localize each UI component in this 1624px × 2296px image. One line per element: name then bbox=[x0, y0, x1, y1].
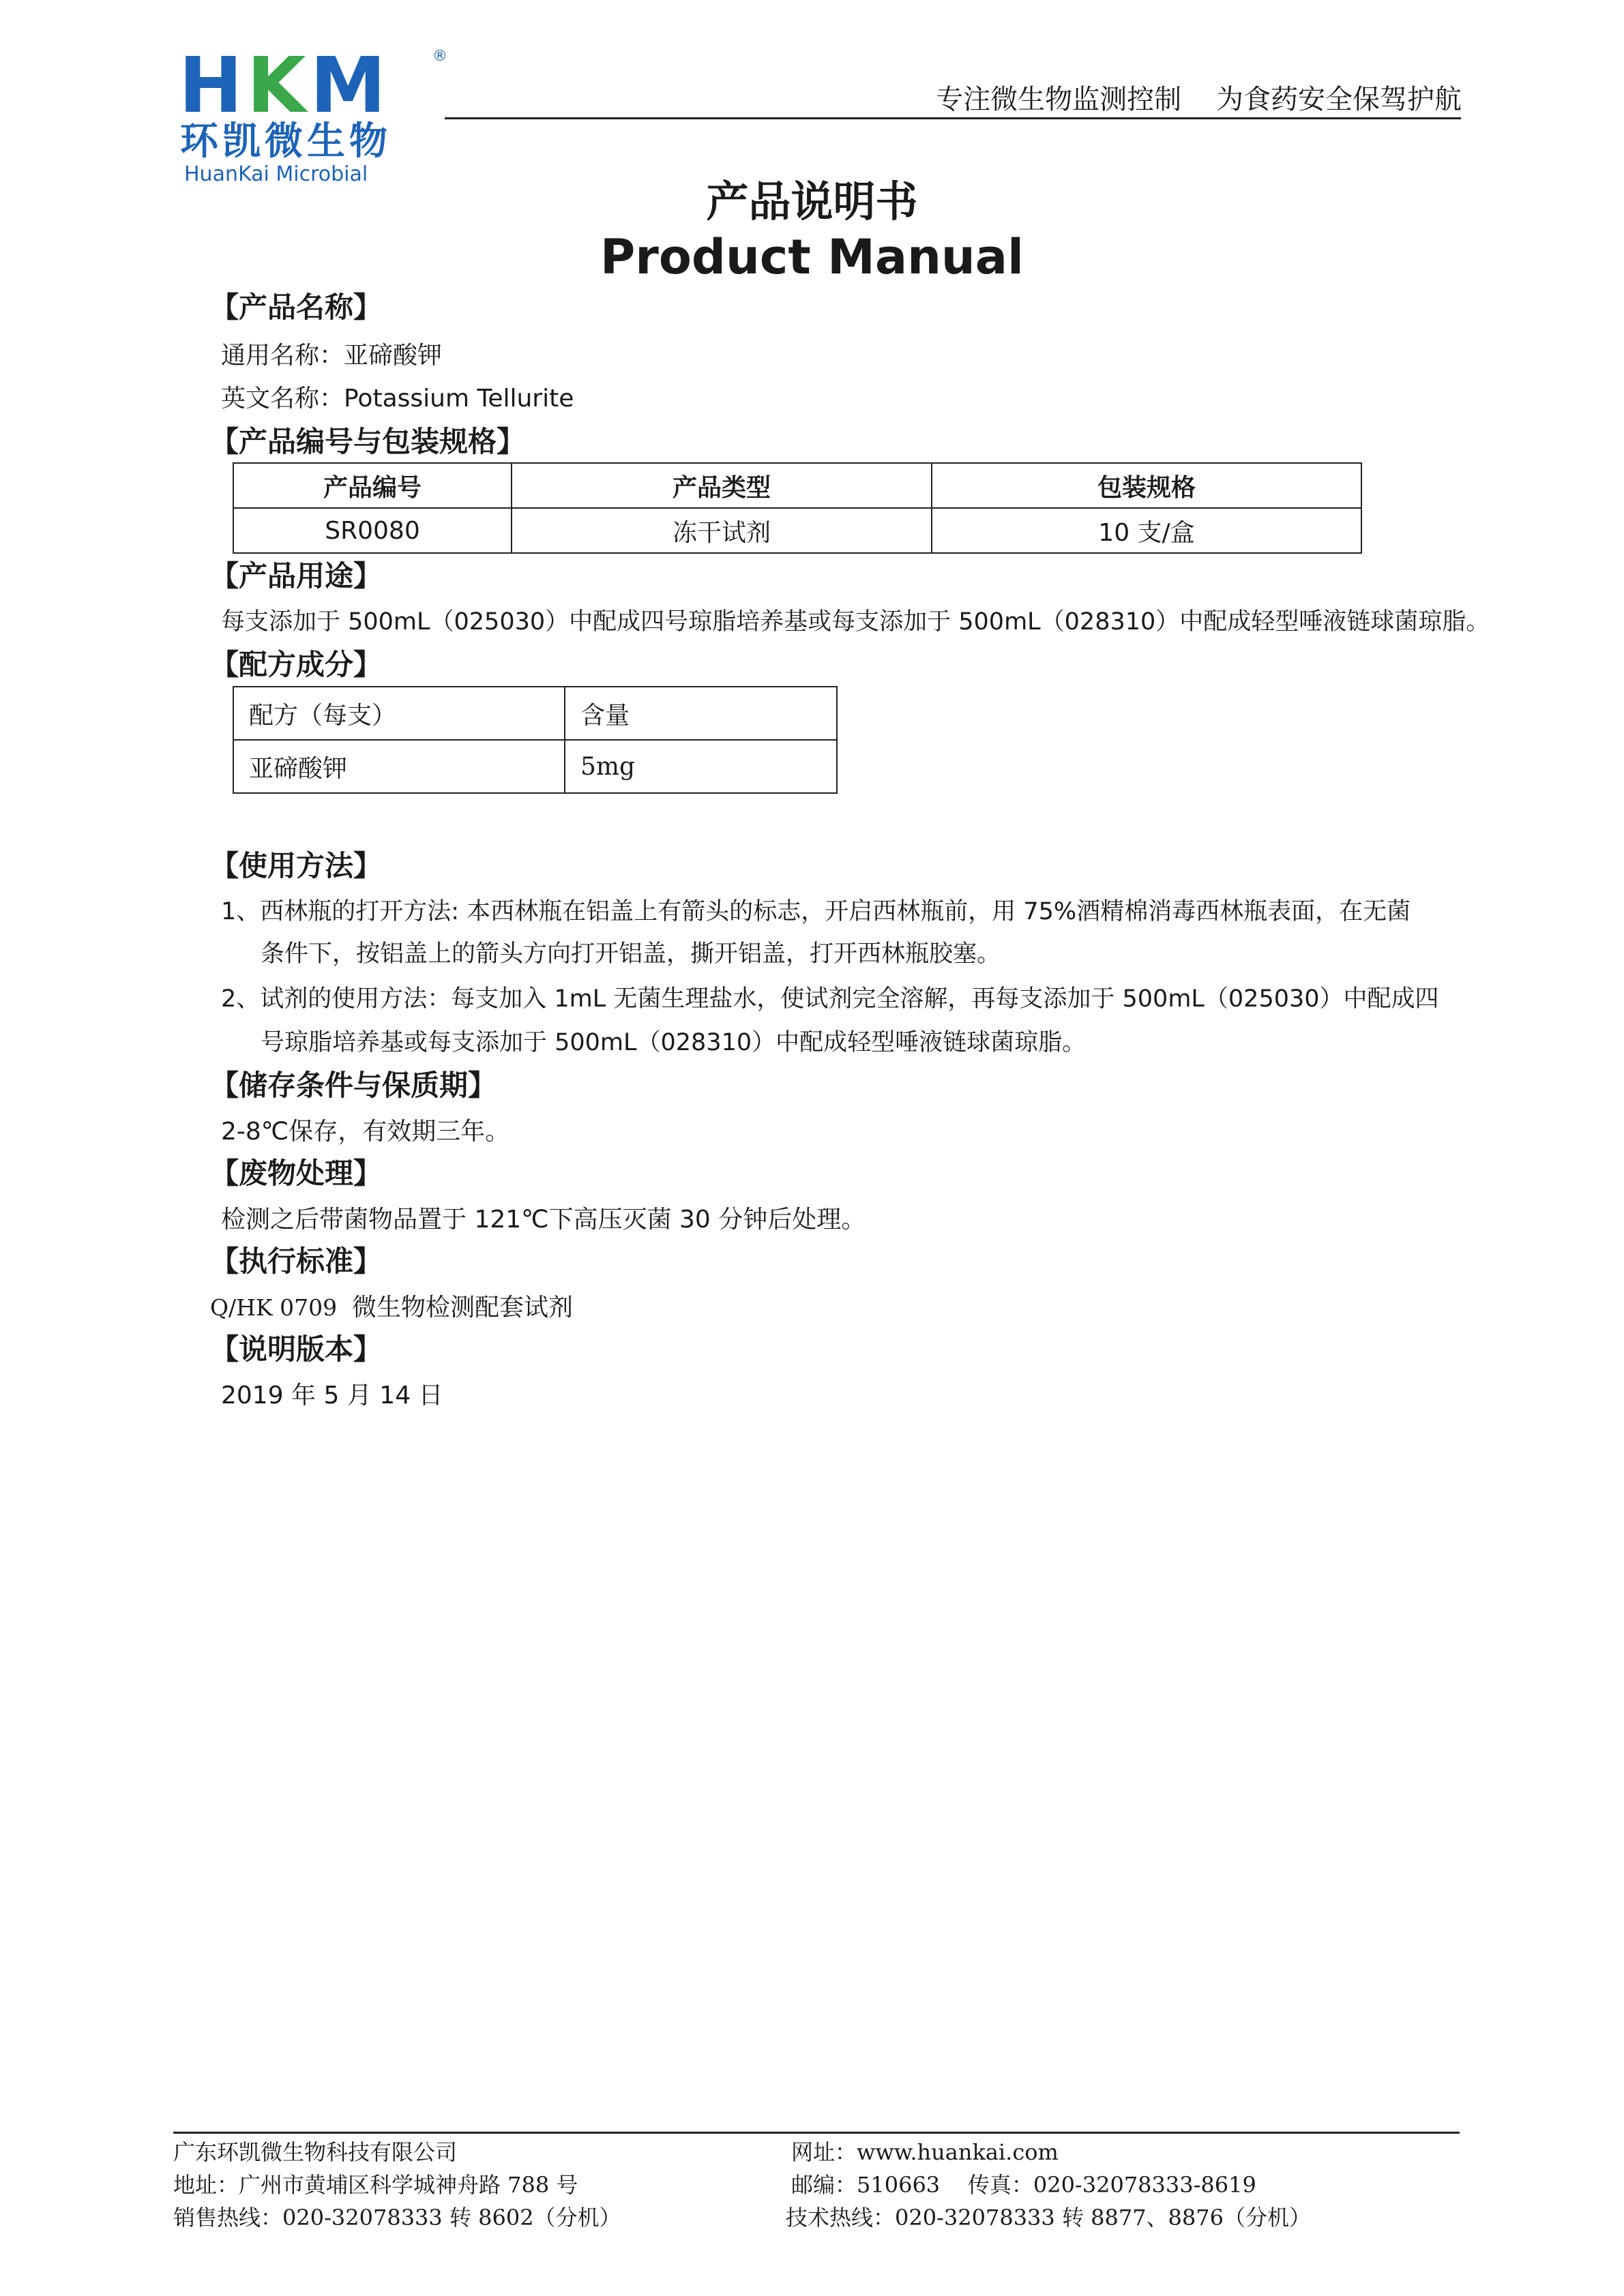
footer-postcode-fax: 邮编：510663 传真：020-32078333-8619 bbox=[791, 2172, 1256, 2198]
table-cell: 10 支/盒 bbox=[932, 508, 1361, 553]
method-item-2-line-2: 号琼脂培养基或每支添加于 500mL（028310）中配成轻型唾液链球菌琼脂。 bbox=[261, 1029, 1087, 1056]
table-cell: 亚碲酸钾 bbox=[233, 740, 565, 793]
table-row bbox=[233, 740, 837, 793]
section-heading-product-name: 【产品名称】 bbox=[210, 290, 383, 324]
spec-table bbox=[233, 462, 1362, 554]
table-header-row bbox=[233, 463, 1361, 508]
standard-text: 微生物检测配套试剂 bbox=[352, 1294, 574, 1322]
page-title-en: Product Manual bbox=[600, 229, 1024, 285]
page-title-cn: 产品说明书 bbox=[706, 177, 918, 226]
footer-sales-hotline: 销售热线：020-32078333 转 8602（分机） bbox=[173, 2205, 621, 2231]
section-heading-storage: 【储存条件与保质期】 bbox=[210, 1069, 497, 1102]
footer-divider bbox=[173, 2132, 1460, 2134]
table-row bbox=[233, 508, 1361, 553]
company-logo bbox=[179, 42, 452, 186]
waste-text: 检测之后带菌物品置于 121℃下高压灭菌 30 分钟后处理。 bbox=[221, 1206, 866, 1234]
section-heading-spec: 【产品编号与包装规格】 bbox=[210, 425, 526, 458]
header-divider bbox=[445, 117, 1461, 119]
table-header-cell: 含量 bbox=[565, 687, 837, 740]
footer-tech-hotline: 技术热线：020-32078333 转 8877、8876（分机） bbox=[786, 2205, 1311, 2231]
table-header-row bbox=[233, 687, 837, 740]
logo-chinese-name: 环凯微生物 bbox=[180, 119, 392, 164]
logo-letter-k: K bbox=[246, 42, 310, 130]
section-heading-usage: 【产品用途】 bbox=[210, 559, 383, 593]
table-cell: SR0080 bbox=[233, 508, 512, 553]
footer-company: 广东环凯微生物科技有限公司 bbox=[173, 2139, 458, 2165]
formula-table bbox=[233, 686, 838, 794]
usage-text: 每支添加于 500mL（025030）中配成四号琼脂培养基或每支添加于 500mL（028310）中配成轻型唾液链球菌琼脂。 bbox=[221, 608, 1490, 636]
table-cell: 5mg bbox=[565, 740, 837, 793]
section-heading-method: 【使用方法】 bbox=[210, 849, 383, 882]
english-name: 英文名称：Potassium Tellurite bbox=[221, 385, 574, 413]
footer-website: 网址：www.huankai.com bbox=[791, 2139, 1059, 2165]
section-heading-waste: 【废物处理】 bbox=[210, 1157, 383, 1190]
table-header-cell: 产品类型 bbox=[512, 463, 932, 508]
logo-english-name: HuanKai Microbial bbox=[184, 162, 368, 186]
common-name: 通用名称：亚碲酸钾 bbox=[221, 342, 443, 370]
section-heading-version: 【说明版本】 bbox=[210, 1332, 383, 1366]
table-header-cell: 产品编号 bbox=[233, 463, 512, 508]
table-header-cell: 配方（每支） bbox=[233, 687, 565, 740]
method-item-1-line-1: 1、西林瓶的打开方法: 本西林瓶在铝盖上有箭头的标志，开启西林瓶前，用 75%酒精棉消毒西林瓶表面，在无菌 bbox=[221, 898, 1411, 925]
header-slogan: 专注微生物监测控制 为食药安全保驾护航 bbox=[936, 84, 1462, 115]
method-item-2-line-1: 2、试剂的使用方法：每支加入 1mL 无菌生理盐水，使试剂完全溶解，再每支添加于 500mL（025030）中配成四 bbox=[221, 985, 1439, 1013]
registered-mark: ® bbox=[432, 48, 447, 65]
logo-letter-h: H bbox=[179, 42, 247, 130]
standard-code: Q/HK 0709 bbox=[210, 1294, 338, 1321]
table-header-cell: 包装规格 bbox=[932, 463, 1361, 508]
section-heading-standard: 【执行标准】 bbox=[210, 1244, 383, 1278]
section-heading-formula: 【配方成分】 bbox=[210, 648, 383, 681]
logo-letters bbox=[179, 42, 390, 130]
version-text: 2019 年 5 月 14 日 bbox=[221, 1382, 443, 1410]
logo-letter-m: M bbox=[310, 42, 390, 130]
table-cell: 冻干试剂 bbox=[512, 508, 932, 553]
method-item-1-line-2: 条件下，按铝盖上的箭头方向打开铝盖，撕开铝盖，打开西林瓶胶塞。 bbox=[261, 940, 1001, 968]
storage-text: 2-8℃保存，有效期三年。 bbox=[221, 1118, 510, 1146]
footer-address: 地址：广州市黄埔区科学城神舟路 788 号 bbox=[173, 2172, 578, 2198]
